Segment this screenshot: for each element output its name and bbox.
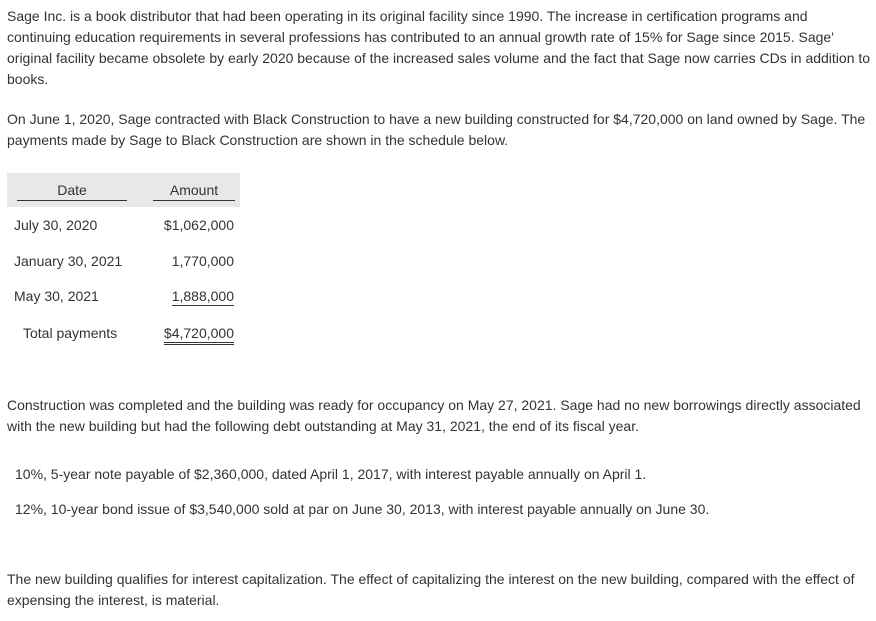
total-amount: $4,720,000 (137, 323, 234, 344)
contract-paragraph: On June 1, 2020, Sage contracted with Black Construction to have a new building constructed for $4,720,000 on land owned by Sage. The payments made by Sage to Black Construction are shown in the schedule below. (7, 111, 866, 148)
completion-paragraph: Construction was completed and the building was ready for occupancy on May 27, 2021. Sage had no new borrowings directly associated with the new building but had the following debt outstanding at May 31, 2021, the end of its fiscal year. (7, 397, 861, 434)
header-amount-underline (153, 200, 235, 201)
payment-amount: 1,770,000 (171, 253, 234, 269)
payment-amount: $1,062,000 (163, 217, 234, 233)
payment-date: January 30, 2021 (14, 253, 123, 269)
capitalization-paragraph: The new building qualifies for interest capitalization. The effect of capitalizing the interest on the new building, compared with the effect of expensing the interest, is material. (7, 571, 855, 608)
table-row (7, 286, 240, 308)
payment-date: July 30, 2020 (14, 217, 98, 233)
payment-schedule-table (7, 173, 240, 353)
total-label: Total payments (23, 325, 118, 341)
table-row (7, 215, 240, 237)
header-date: Date (57, 182, 87, 198)
intro-paragraph: Sage Inc. is a book distributor that had been operating in its original facility since 1990. The increase in certification programs and continuing education requirements in several professions has contributed to an annual growth rate of 15% for Sage since 2015. Sage' original facility became obsolete by early 2020 because of the increased sales volume and the fact that Sage now carries CDs in addition to books. (7, 8, 871, 87)
total-row (7, 323, 240, 345)
payment-amount: 1,888,000 (171, 288, 234, 304)
payment-date: May 30, 2021 (14, 288, 99, 304)
table-row (7, 251, 240, 273)
header-date-underline (17, 200, 127, 201)
debt-note-payable: 10%, 5-year note payable of $2,360,000, dated April 1, 2017, with interest payable annually on April 1. (15, 466, 647, 482)
debt-bond-issue: 12%, 10-year bond issue of $3,540,000 sold at par on June 30, 2013, with interest payable annually on June 30. (15, 501, 710, 517)
header-amount: Amount (169, 182, 219, 198)
